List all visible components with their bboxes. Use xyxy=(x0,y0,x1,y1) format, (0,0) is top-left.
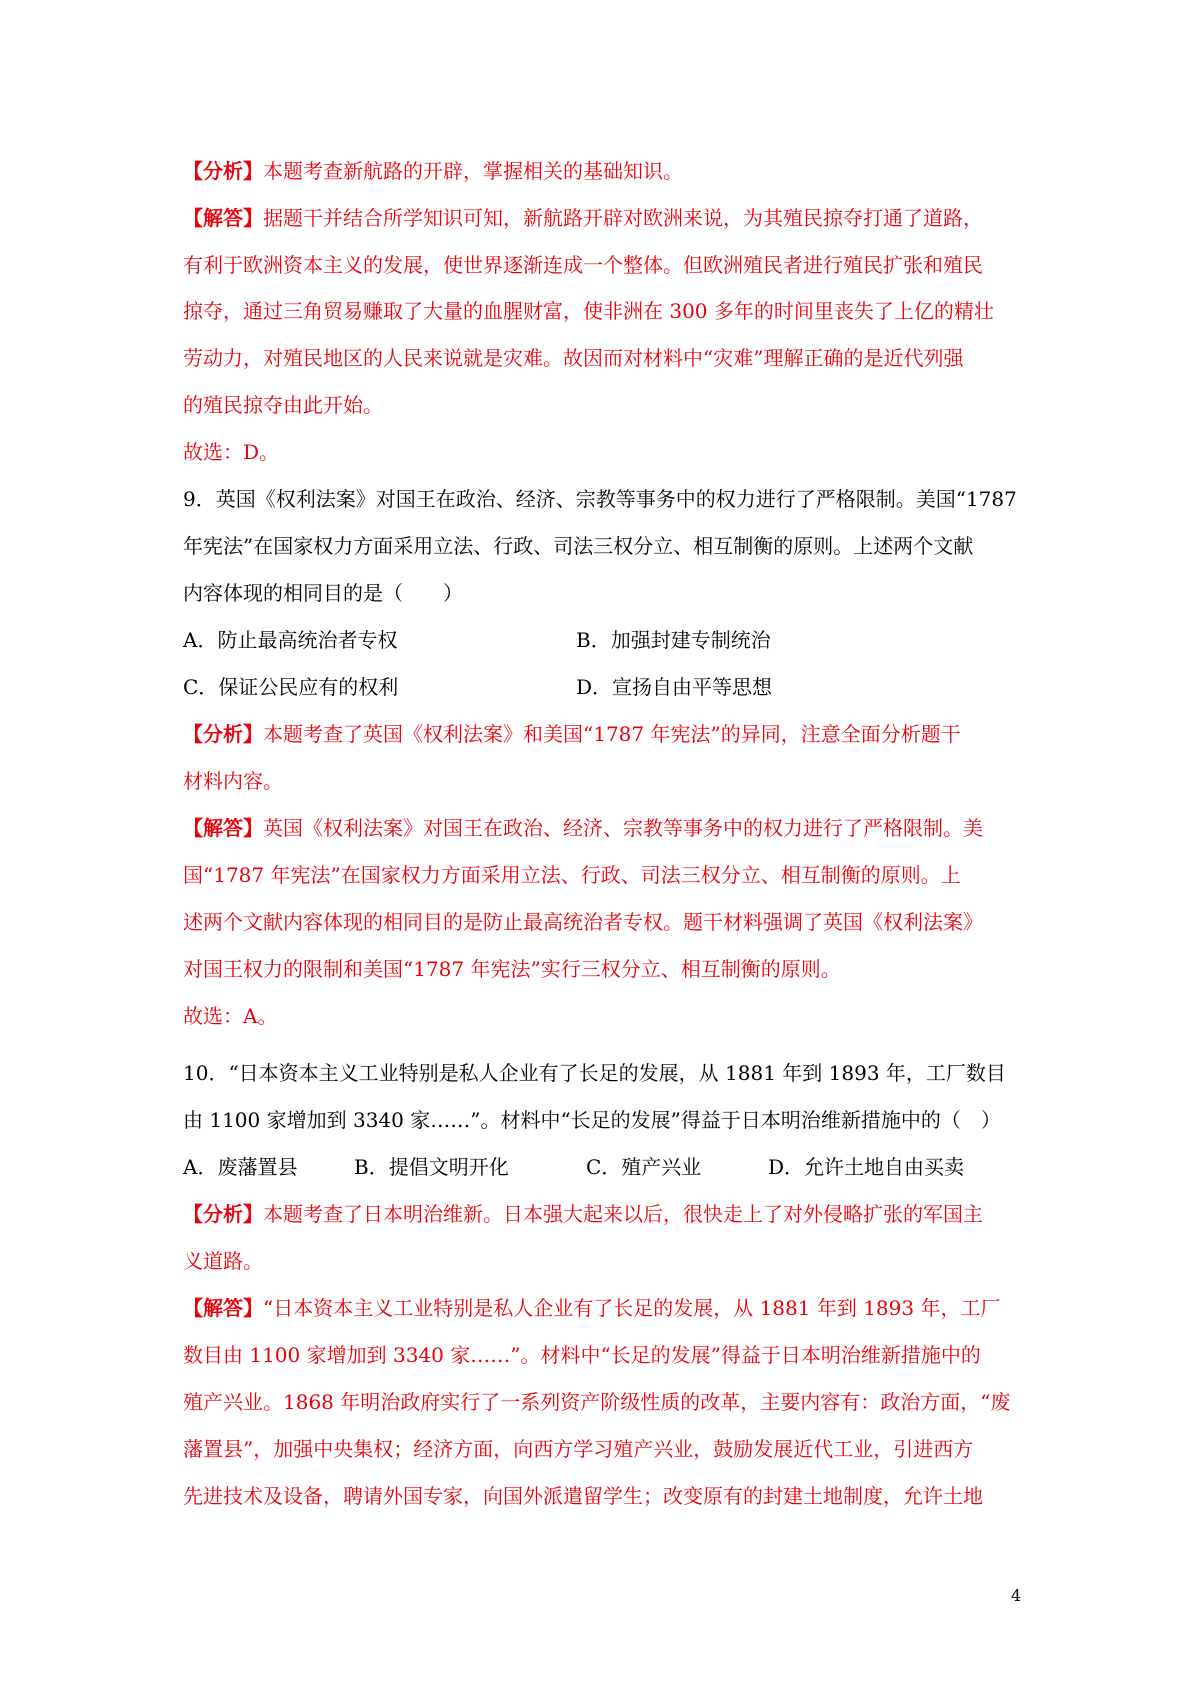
q10-option-b: B．提倡文明开化 xyxy=(354,1155,509,1179)
q10-analysis-line: 义道路。 xyxy=(183,1249,263,1273)
q9-option-d: D．宣扬自由平等思想 xyxy=(576,675,773,699)
q9-choice: 故选：A。 xyxy=(183,1004,278,1028)
q10-answer-line: 先进技术及设备，聘请外国专家，向国外派遣留学生；改变原有的封建土地制度，允许土地 xyxy=(183,1484,983,1508)
analysis-tag: 【分析】 xyxy=(183,159,263,183)
q8-analysis: 【分析】本题考查新航路的开辟，掌握相关的基础知识。 xyxy=(183,159,683,183)
q8-choice: 故选：D。 xyxy=(183,440,280,464)
q9-stem-line: 年宪法”在国家权力方面采用立法、行政、司法三权分立、相互制衡的原则。上述两个文献 xyxy=(183,534,974,558)
analysis-tag: 【分析】 xyxy=(183,722,263,746)
q9-stem-line: 内容体现的相同目的是（ ） xyxy=(183,581,463,605)
q10-answer-line: 【解答】“日本资本主义工业特别是私人企业有了长足的发展，从 1881 年到 1893 年，工厂 xyxy=(183,1296,1001,1320)
q10-option-a: A．废藩置县 xyxy=(183,1155,298,1179)
q9-answer-line: 对国王权力的限制和美国“1787 年宪法”实行三权分立、相互制衡的原则。 xyxy=(183,957,841,981)
page-number: 4 xyxy=(1011,1586,1022,1605)
q10-option-c: C．殖产兴业 xyxy=(586,1155,702,1179)
q8-answer-line: 有利于欧洲资本主义的发展，使世界逐渐连成一个整体。但欧洲殖民者进行殖民扩张和殖民 xyxy=(183,253,983,277)
q10-answer-line: 数目由 1100 家增加到 3340 家……”。材料中“长足的发展”得益于日本明治维新措施中的 xyxy=(183,1343,981,1367)
q8-answer-line: 劳动力，对殖民地区的人民来说就是灾难。故因而对材料中“灾难”理解正确的是近代列强 xyxy=(183,346,964,370)
q9-answer-line: 国“1787 年宪法”在国家权力方面采用立法、行政、司法三权分立、相互制衡的原则。上 xyxy=(183,863,961,887)
q9-option-c: C．保证公民应有的权利 xyxy=(183,675,399,699)
q10-answer-line: 殖产兴业。1868 年明治政府实行了一系列资产阶级性质的改革，主要内容有：政治方面，“废 xyxy=(183,1390,1011,1414)
q10-option-d: D．允许土地自由买卖 xyxy=(768,1155,965,1179)
q9-answer-line: 【解答】英国《权利法案》对国王在政治、经济、宗教等事务中的权力进行了严格限制。美 xyxy=(183,816,983,840)
q8-answer-line: 的殖民掠夺由此开始。 xyxy=(183,393,383,417)
analysis-tag: 【分析】 xyxy=(183,1202,263,1226)
q9-analysis: 【分析】本题考查了英国《权利法案》和美国“1787 年宪法”的异同，注意全面分析题干 xyxy=(183,722,961,746)
q9-option-a: A．防止最高统治者专权 xyxy=(183,628,398,652)
q8-answer-line: 【解答】据题干并结合所学知识可知，新航路开辟对欧洲来说，为其殖民掠夺打通了道路， xyxy=(183,206,983,230)
q10-stem-line: 由 1100 家增加到 3340 家……”。材料中“长足的发展”得益于日本明治维新措施中的（ ） xyxy=(183,1108,1001,1132)
q9-stem-line: 9．英国《权利法案》对国王在政治、经济、宗教等事务中的权力进行了严格限制。美国“1787 xyxy=(183,487,1017,511)
q9-analysis-line: 材料内容。 xyxy=(183,769,283,793)
q10-analysis: 【分析】本题考查了日本明治维新。日本强大起来以后，很快走上了对外侵略扩张的军国主 xyxy=(183,1202,983,1226)
q8-answer-line: 掠夺，通过三角贸易赚取了大量的血腥财富，使非洲在 300 多年的时间里丧失了上亿的精壮 xyxy=(183,299,994,323)
answer-tag: 【解答】 xyxy=(183,1296,263,1320)
answer-tag: 【解答】 xyxy=(183,206,263,230)
q10-answer-line: 藩置县”，加强中央集权；经济方面，向西方学习殖产兴业，鼓励发展近代工业，引进西方 xyxy=(183,1437,974,1461)
q9-answer-line: 述两个文献内容体现的相同目的是防止最高统治者专权。题干材料强调了英国《权利法案》 xyxy=(183,910,983,934)
q10-stem-line: 10．“日本资本主义工业特别是私人企业有了长足的发展，从 1881 年到 1893 年，工厂数目 xyxy=(183,1061,1006,1085)
q9-option-b: B．加强封建专制统治 xyxy=(576,628,771,652)
answer-tag: 【解答】 xyxy=(183,816,263,840)
